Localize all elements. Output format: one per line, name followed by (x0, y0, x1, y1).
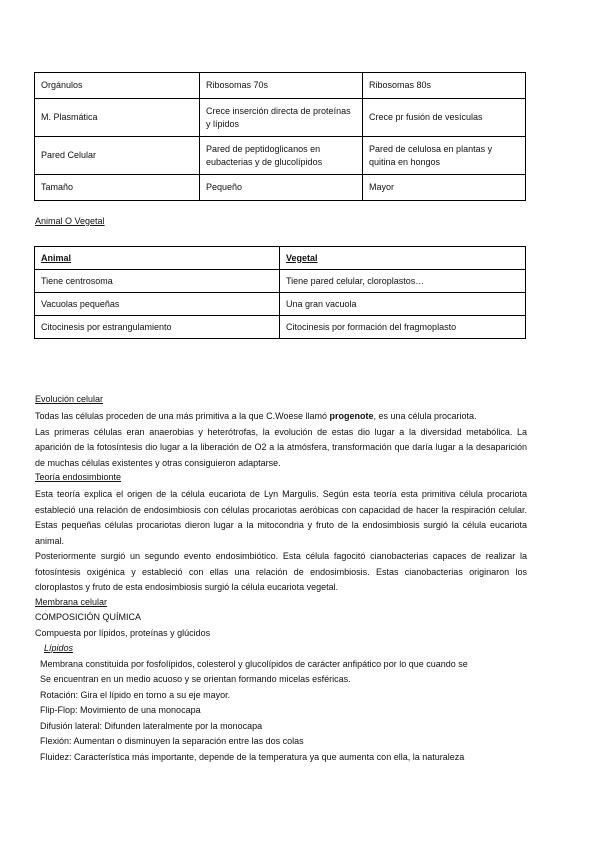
animal-vegetal-heading: Animal O Vegetal (35, 216, 105, 226)
compuesta-line: Compuesta por lípidos, proteínas y glúcidos (35, 628, 211, 638)
table-row (35, 99, 526, 137)
table-cell: Ribosomas 80s (363, 73, 526, 99)
animal-vegetal-table (34, 246, 526, 339)
progenote-term: progenote (329, 411, 374, 421)
table-header-cell: Vegetal (280, 247, 526, 270)
evolucion-paragraph-1 (35, 409, 527, 425)
table-cell: Pared Celular (35, 137, 200, 175)
table-cell: Ribosomas 70s (200, 73, 363, 99)
table-row (35, 270, 526, 293)
table-row (35, 137, 526, 175)
membrana-line: Se encuentran en un medio acuoso y se orientan formando micelas esféricas. (40, 674, 351, 684)
table-row (35, 293, 526, 316)
table-cell: Pared de peptidoglicanos en eubacterias y de glucolípidos (200, 137, 363, 175)
table-cell: Pared de celulosa en plantas y quitina en hongos (363, 137, 526, 175)
table-cell: Citocinesis por formación del fragmoplasto (280, 316, 526, 339)
table-cell: Una gran vacuola (280, 293, 526, 316)
organelle-comparison-table (34, 72, 526, 201)
table-row (35, 175, 526, 201)
table-cell: Tiene centrosoma (35, 270, 280, 293)
membrana-line: Difusión lateral: Difunden lateralmente por la monocapa (40, 721, 263, 731)
membrana-line: Flip-Flop: Movimiento de una monocapa (40, 705, 201, 715)
table-cell: Tamaño (35, 175, 200, 201)
table-header-row (35, 247, 526, 270)
table-cell: Crece inserción directa de proteínas y lípidos (200, 99, 363, 137)
table-cell: Tiene pared celular, cloroplastos… (280, 270, 526, 293)
membrana-heading: Membrana celular (35, 597, 108, 607)
table-cell: Citocinesis por estrangulamiento (35, 316, 280, 339)
text-span: Todas las células proceden de una más primitiva a la que C.Woese llamó (35, 411, 330, 421)
table-cell: Crece pr fusión de vesículas (363, 99, 526, 137)
membrana-line: Flexión: Aumentan o disminuyen la separación entre las dos colas (40, 736, 304, 746)
table-cell: Mayor (363, 175, 526, 201)
evolucion-heading: Evolución celular (35, 394, 104, 404)
table-row (35, 73, 526, 99)
endosimbionte-paragraph-1: Esta teoría explica el origen de la célula eucariota de Lyn Margulis. Según esta teoría esta primitiva célula procariota estableció una relación de endosimbiosis con células procariotas aeróbicas con capacidad de hacer la respiración celular. Estas pequeñas células procariotas dieron lugar a la mitocondria y fruto de la endosimbiosis surgió la célula eucariota animal. (35, 489, 527, 546)
table-cell: Pequeño (200, 175, 363, 201)
table-cell: Orgánulos (35, 73, 200, 99)
evolucion-paragraph-2: Las primeras células eran anaerobias y heterótrofas, la evolución de estas dio lugar a la diversidad metabólica. La aparición de la fotosíntesis dio lugar a la liberación de O2 a la atmósfera, transformación que daría lugar a la desaparición de muchas células existentes y otras consiguieron adaptarse. (35, 426, 527, 468)
table-cell: M. Plasmática (35, 99, 200, 137)
endosimbionte-paragraph-2: Posteriormente surgió un segundo evento endosimbiótico. Esta célula fagocitó cianobacterias capaces de realizar la fotosíntesis oxigénica y estableció con ellas una relación de endosimbiosis. Estas cianobacterias originaron los cloroplastos y fruto de esta endosimbiosis surgió la célula eucariota vegetal. (35, 551, 527, 592)
membrana-line: Rotación: Gira el lípido en torno a su eje mayor. (40, 690, 231, 700)
text-span: , es una célula procariota. (373, 411, 477, 421)
lipidos-heading: Lípidos (44, 643, 74, 653)
endosimbionte-heading: Teoría endosimbionte (35, 472, 122, 482)
table-header-cell: Animal (35, 247, 280, 270)
composicion-subheading: COMPOSICIÓN QUÍMICA (35, 612, 142, 622)
membrana-line: Membrana constituida por fosfolípidos, colesterol y glucolípidos de carácter anfipático por lo que cuando se (40, 659, 468, 669)
membrana-line: Fluidez: Característica más importante, depende de la temperatura ya que aumenta con ella, la naturaleza (40, 752, 465, 762)
table-row (35, 316, 526, 339)
table-cell: Vacuolas pequeñas (35, 293, 280, 316)
